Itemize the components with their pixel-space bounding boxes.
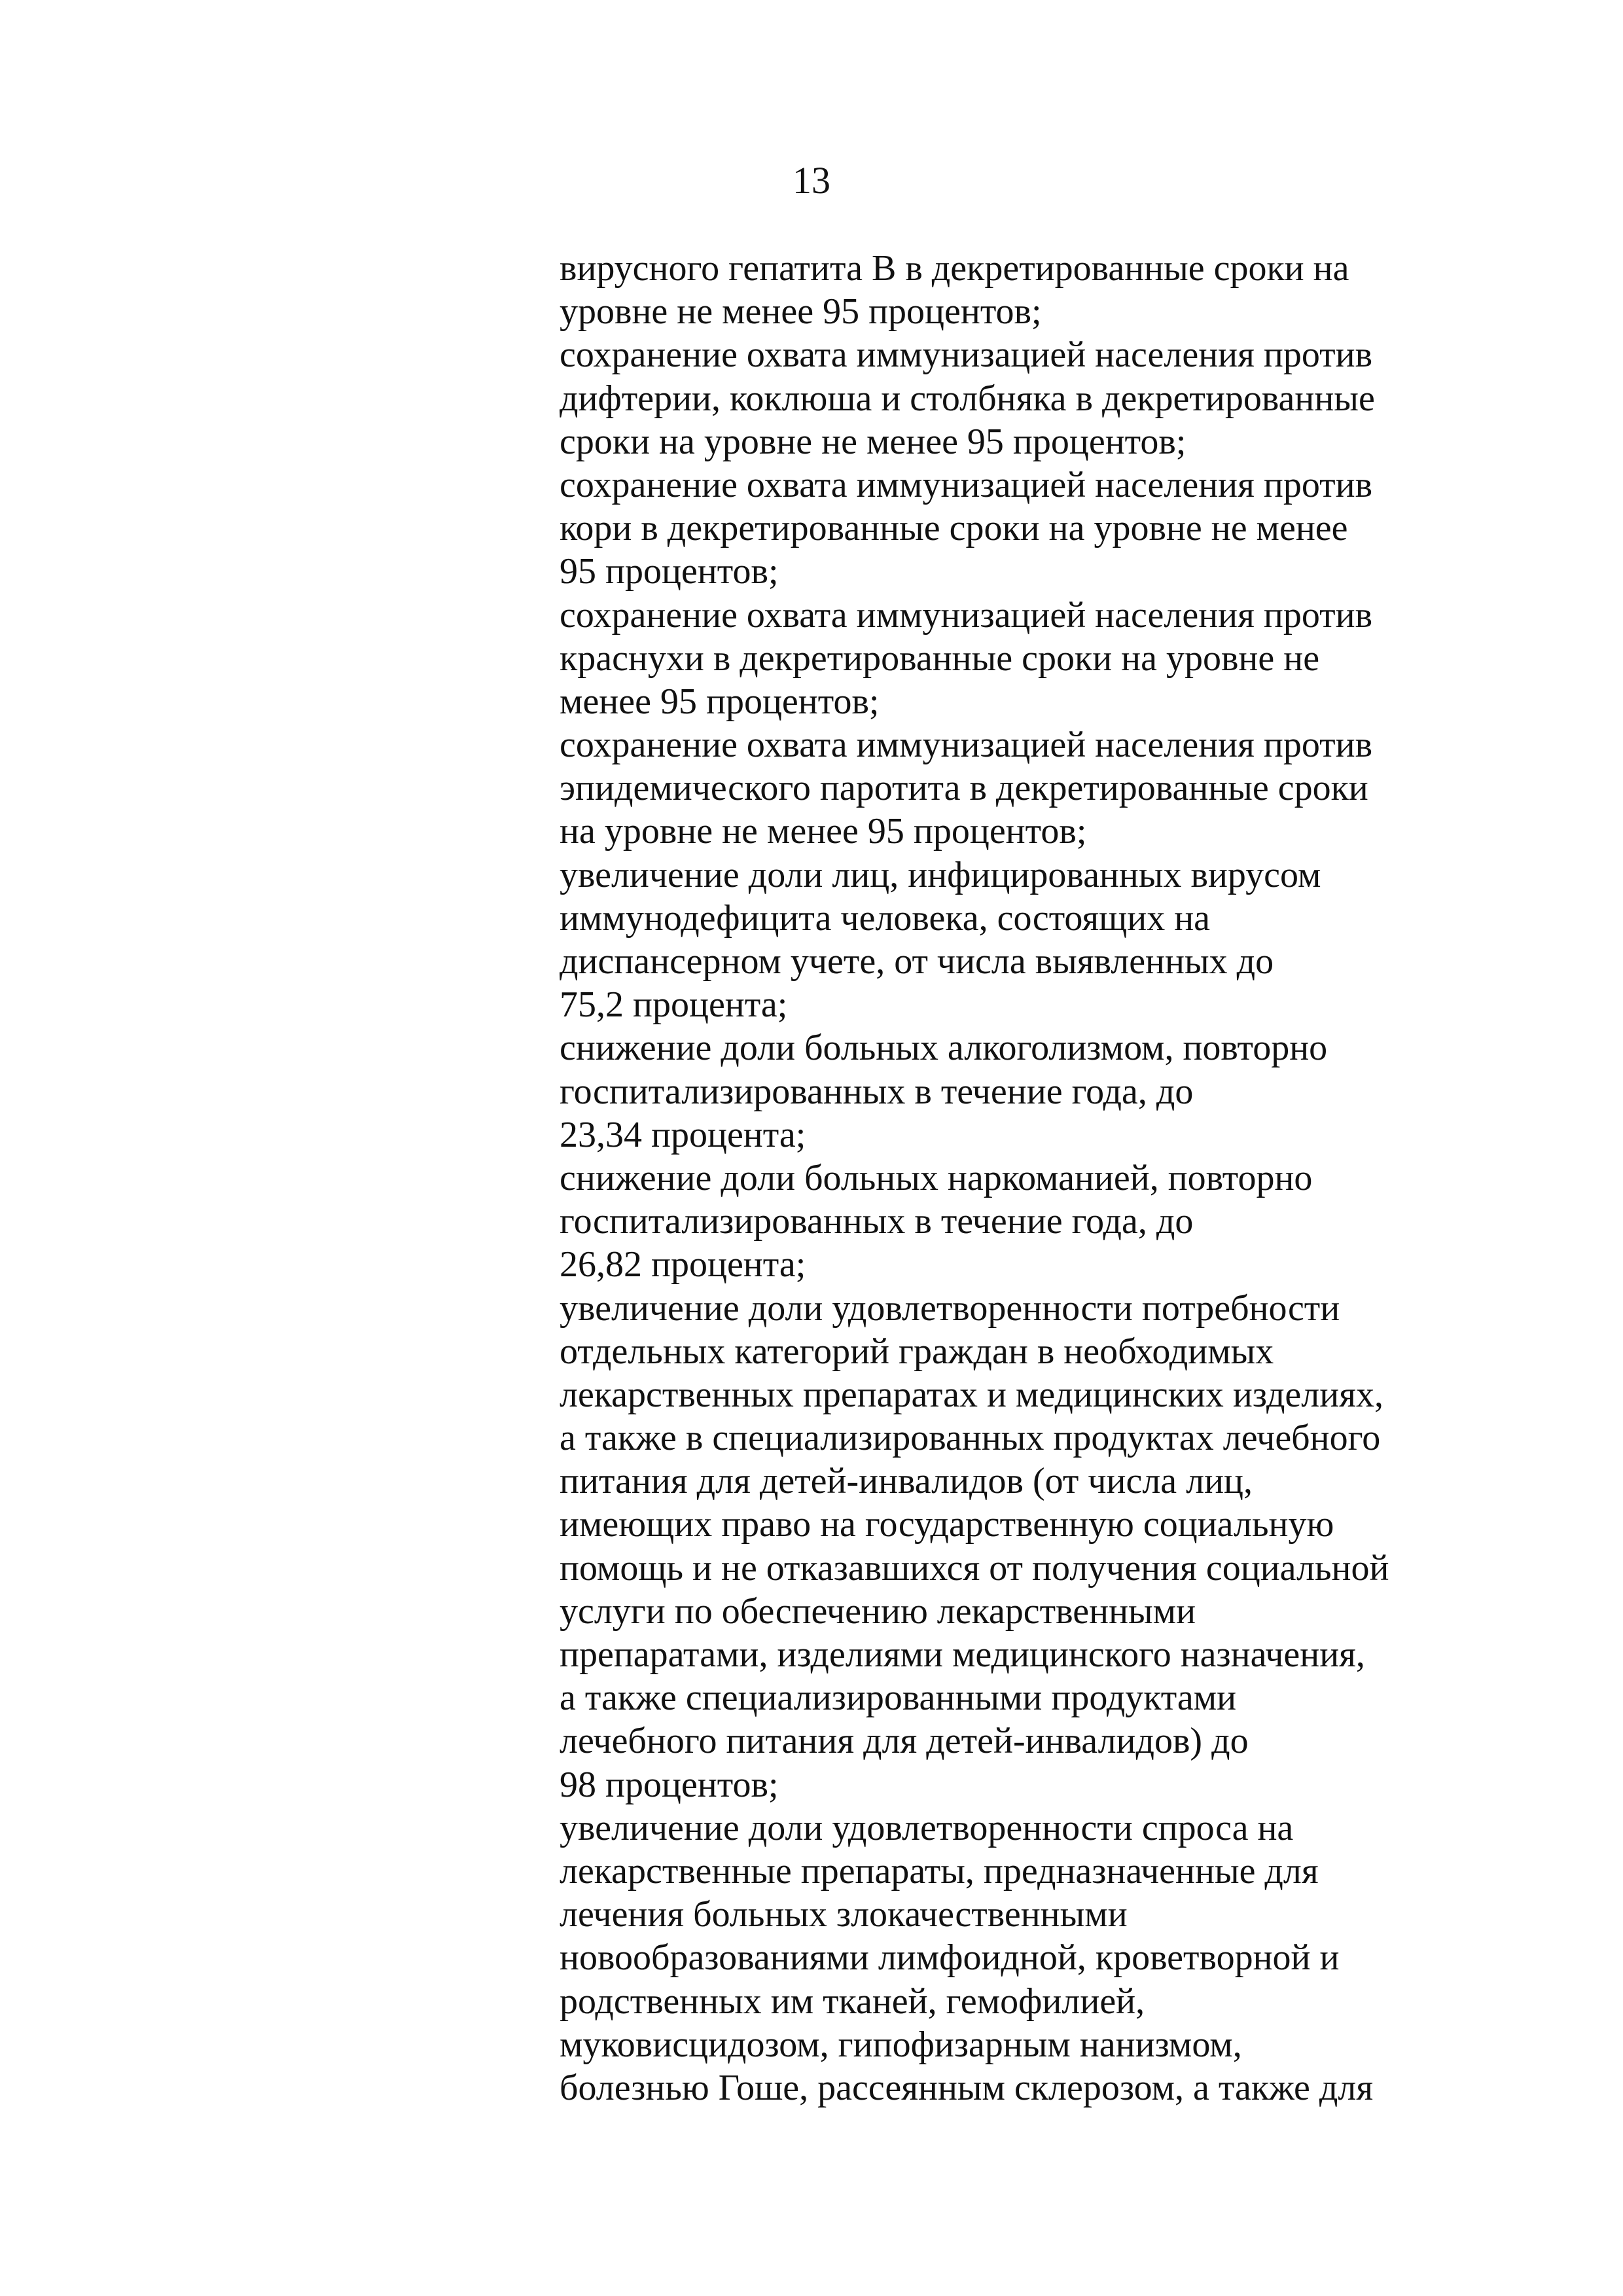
body-text [560,247,1495,2109]
text-line: муковисцидозом, гипофизарным нанизмом, [560,2024,1242,2065]
text-line: на уровне не менее 95 процентов; [560,811,1087,852]
page-number: 13 [793,159,830,202]
text-line: уровне не менее 95 процентов; [560,291,1042,332]
text-line: менее 95 процентов; [560,681,880,722]
text-line: 26,82 процента; [560,1244,806,1285]
text-line: родственных им тканей, гемофилией, [560,1981,1145,2022]
text-line: 75,2 процента; [560,984,788,1026]
text-line: диспансерном учете, от числа выявленных до [560,941,1274,982]
text-line: сроки на уровне не менее 95 процентов; [560,421,1186,462]
text-line: препаратами, изделиями медицинского назначения, [560,1634,1365,1675]
text-line: имеющих право на государственную социальную [560,1504,1334,1545]
text-line: лекарственных препаратах и медицинских изделиях, [560,1374,1383,1415]
text-line: сохранение охвата иммунизацией населения против [560,594,1373,636]
text-line: а также специализированными продуктами [560,1677,1237,1719]
text-line: сохранение охвата иммунизацией населения против [560,464,1373,505]
text-line: сохранение охвата иммунизацией населения против [560,334,1373,376]
text-line: 23,34 процента; [560,1114,806,1155]
text-line: лечения больных злокачественными [560,1894,1128,1935]
text-line: услуги по обеспечению лекарственными [560,1590,1196,1632]
text-line: краснухи в декретированные сроки на уровне не [560,637,1320,679]
text-line: госпитализированных в течение года, до [560,1201,1194,1242]
text-line: увеличение доли удовлетворенности спроса на [560,1807,1294,1848]
text-line: лечебного питания для детей-инвалидов) до [560,1721,1249,1762]
text-line: иммунодефицита человека, состоящих на [560,897,1211,939]
text-line: вирусного гепатита В в декретированные сроки на [560,248,1349,289]
text-line: 98 процентов; [560,1764,779,1805]
text-line: эпидемического паротита в декретированные сроки [560,768,1368,809]
text-line: снижение доли больных алкоголизмом, повторно [560,1028,1328,1069]
text-line: кори в декретированные сроки на уровне не менее [560,508,1348,549]
text-line: госпитализированных в течение года, до [560,1071,1194,1112]
text-line: увеличение доли лиц, инфицированных вирусом [560,854,1321,895]
text-line: снижение доли больных наркоманией, повторно [560,1157,1313,1198]
text-line: увеличение доли удовлетворенности потребности [560,1287,1340,1329]
text-line: дифтерии, коклюша и столбняка в декретированные [560,378,1375,419]
text-line: питания для детей-инвалидов (от числа лиц, [560,1461,1253,1502]
text-line: помощь и не отказавшихся от получения социальной [560,1547,1389,1588]
text-line: лекарственные препараты, предназначенные для [560,1850,1319,1892]
text-line: новообразованиями лимфоидной, кроветворной и [560,1937,1340,1979]
text-line: отдельных категорий граждан в необходимых [560,1331,1274,1372]
text-line: болезнью Гоше, рассеянным склерозом, а также для [560,2067,1374,2108]
text-line: а также в специализированных продуктах лечебного [560,1418,1381,1459]
text-line: сохранение охвата иммунизацией населения против [560,725,1373,766]
text-line: 95 процентов; [560,551,779,592]
